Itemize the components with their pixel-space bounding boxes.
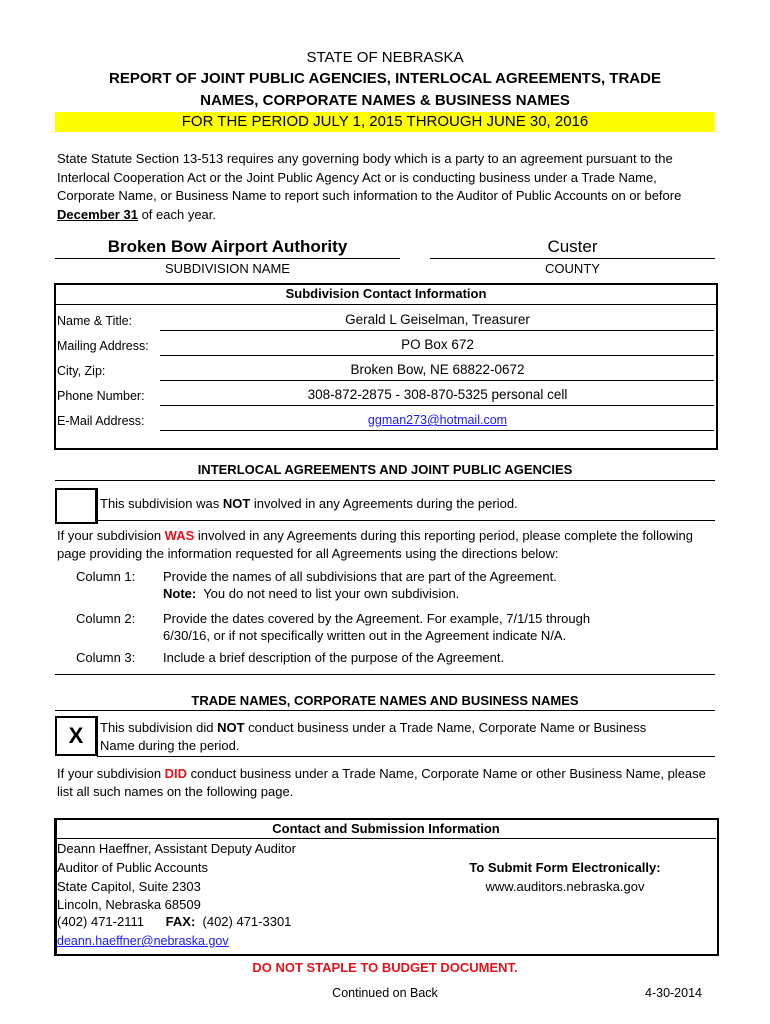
- trade-instructions: If your subdivision DID conduct business under a Trade Name, Corporate Name or other Business Name, please list all such names on the following page.: [57, 766, 706, 799]
- auditor-office: Auditor of Public Accounts: [57, 860, 209, 875]
- trade-section-title: TRADE NAMES, CORPORATE NAMES AND BUSINESS NAMES: [191, 693, 579, 708]
- column1-text: Provide the names of all subdivisions that are part of the Agreement.: [163, 569, 557, 584]
- interlocal-section-title: INTERLOCAL AGREEMENTS AND JOINT PUBLIC AGENCIES: [197, 462, 573, 477]
- trade-statement-line1: This subdivision did NOT conduct business under a Trade Name, Corporate Name or Business: [100, 720, 647, 735]
- interlocal-instructions: If your subdivision WAS involved in any Agreements during this reporting period, please complete the following page providing the information requested for all Agreements using the directions below:: [57, 528, 693, 561]
- column3-label: Column 3:: [76, 650, 136, 665]
- auditor-city: Lincoln, Nebraska 68509: [57, 897, 201, 912]
- submission-section-title: Contact and Submission Information: [272, 821, 500, 836]
- mailing-address-label: Mailing Address:: [57, 339, 149, 353]
- column2-label: Column 2:: [76, 611, 136, 626]
- statute-text: State Statute Section 13-513 requires any governing body which is a party to an agreement pursuant to the Interlocal Cooperation Act or the Joint Public Agency Act or is conducting business under a Trade Name, Corporate Name, or Business Name to report such information to the Auditor of Public Accounts on or before: [57, 151, 682, 203]
- column1-label: Column 1:: [76, 569, 136, 584]
- city-zip-field[interactable]: Broken Bow, NE 68822-0672: [350, 362, 525, 377]
- contact-section-title: Subdivision Contact Information: [285, 286, 487, 301]
- county-label: COUNTY: [545, 261, 600, 276]
- email-address-label: E-Mail Address:: [57, 414, 145, 428]
- name-title-label: Name & Title:: [57, 314, 133, 328]
- electronic-submission-title: To Submit Form Electronically:: [469, 860, 661, 875]
- phone-number-field[interactable]: 308-872-2875 - 308-870-5325 personal cell: [307, 387, 568, 402]
- interlocal-checkbox[interactable]: [55, 488, 97, 524]
- interlocal-statement: This subdivision was NOT involved in any Agreements during the period.: [100, 496, 518, 511]
- statute-paragraph: [57, 150, 717, 224]
- column3-text: Include a brief description of the purpose of the Agreement.: [163, 650, 505, 665]
- reporting-period: FOR THE PERIOD JULY 1, 2015 THROUGH JUNE 30, 2016: [55, 112, 715, 132]
- auditor-suite: State Capitol, Suite 2303: [57, 879, 201, 894]
- form-revision-date: 4-30-2014: [645, 986, 702, 1000]
- column1-note: Note: You do not need to list your own subdivision.: [163, 586, 460, 601]
- report-title-line1: REPORT OF JOINT PUBLIC AGENCIES, INTERLOCAL AGREEMENTS, TRADE: [109, 70, 661, 87]
- auditor-email-link[interactable]: deann.haeffner@nebraska.gov: [57, 934, 229, 948]
- staple-warning: DO NOT STAPLE TO BUDGET DOCUMENT.: [252, 960, 518, 975]
- city-zip-label: City, Zip:: [57, 364, 106, 378]
- phone-number-label: Phone Number:: [57, 389, 145, 403]
- mailing-address-field[interactable]: PO Box 672: [401, 337, 474, 352]
- subdivision-name[interactable]: Broken Bow Airport Authority: [107, 237, 348, 256]
- trade-statement-line2: Name during the period.: [100, 738, 240, 753]
- name-title-field[interactable]: Gerald L Geiselman, Treasurer: [345, 312, 530, 327]
- statute-text-end: of each year.: [137, 206, 217, 222]
- trade-checkbox[interactable]: X: [55, 716, 97, 756]
- report-title-line2: NAMES, CORPORATE NAMES & BUSINESS NAMES: [200, 92, 570, 109]
- auditor-phone-fax: (402) 471-2111 FAX: (402) 471-3301: [57, 914, 292, 929]
- continued-on-back: Continued on Back: [332, 986, 438, 1000]
- auditor-website-link[interactable]: www.auditors.nebraska.gov: [485, 879, 645, 894]
- email-address-field[interactable]: ggman273@hotmail.com: [367, 413, 508, 427]
- column2-text-line2: 6/30/16, or if not specifically written out in the Agreement indicate N/A.: [163, 628, 567, 643]
- state-heading: STATE OF NEBRASKA: [306, 49, 464, 66]
- subdivision-name-label: SUBDIVISION NAME: [165, 261, 290, 276]
- county-name[interactable]: Custer: [547, 237, 598, 256]
- column2-text-line1: Provide the dates covered by the Agreement. For example, 7/1/15 through: [163, 611, 591, 626]
- auditor-name: Deann Haeffner, Assistant Deputy Auditor: [57, 841, 296, 856]
- statute-deadline: December 31: [57, 206, 138, 222]
